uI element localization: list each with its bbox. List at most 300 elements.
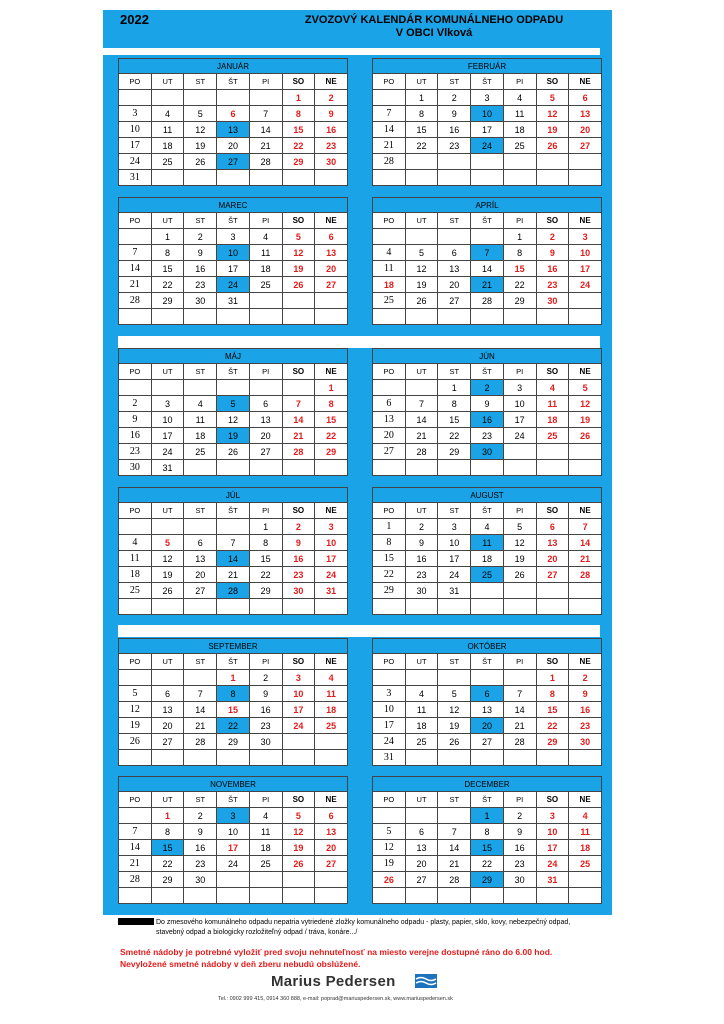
- weekday-header: PI: [249, 654, 282, 670]
- day-cell: 19: [282, 840, 315, 856]
- week-row: [119, 170, 348, 186]
- weekday-header: PO: [119, 74, 152, 90]
- day-cell: 12: [373, 840, 406, 856]
- day-cell: 9: [184, 824, 217, 840]
- day-cell: [471, 583, 504, 599]
- day-cell: 28: [119, 293, 152, 309]
- week-row: [373, 686, 602, 702]
- week-row: [373, 106, 602, 122]
- weekday-header: ST: [438, 792, 471, 808]
- day-cell: 3: [315, 519, 348, 535]
- collection-day-cell: 22: [217, 718, 250, 734]
- week-row: [373, 670, 602, 686]
- day-cell: [471, 154, 504, 170]
- week-row: [373, 428, 602, 444]
- week-row: [119, 686, 348, 702]
- day-cell: [405, 888, 438, 904]
- day-cell: 17: [373, 718, 406, 734]
- day-cell: [503, 599, 536, 615]
- collection-day-cell: 13: [217, 122, 250, 138]
- day-cell: [373, 309, 406, 325]
- day-cell: 2: [119, 396, 152, 412]
- day-cell: 18: [471, 551, 504, 567]
- day-cell: 11: [405, 702, 438, 718]
- day-cell: [282, 599, 315, 615]
- month-block: [118, 348, 348, 476]
- day-cell: 26: [217, 444, 250, 460]
- week-row: [373, 599, 602, 615]
- day-cell: [569, 460, 602, 476]
- week-row: [373, 750, 602, 766]
- day-cell: 8: [315, 396, 348, 412]
- day-cell: 4: [249, 808, 282, 824]
- collection-day-cell: 27: [217, 154, 250, 170]
- week-row: [119, 599, 348, 615]
- day-cell: 23: [405, 567, 438, 583]
- day-cell: 29: [438, 444, 471, 460]
- week-row: [373, 824, 602, 840]
- day-cell: 11: [119, 551, 152, 567]
- collection-day-cell: 19: [217, 428, 250, 444]
- day-cell: 2: [438, 90, 471, 106]
- weekday-header: NE: [569, 792, 602, 808]
- day-cell: [471, 888, 504, 904]
- week-row: [119, 702, 348, 718]
- week-row: [373, 872, 602, 888]
- day-cell: 6: [373, 396, 406, 412]
- day-cell: [471, 670, 504, 686]
- week-row: [119, 888, 348, 904]
- day-cell: 14: [569, 535, 602, 551]
- day-cell: [184, 750, 217, 766]
- weekday-header: NE: [315, 654, 348, 670]
- day-cell: 2: [569, 670, 602, 686]
- legend-swatch: [118, 918, 154, 925]
- day-cell: 11: [373, 261, 406, 277]
- day-cell: 12: [438, 702, 471, 718]
- weekday-header: PI: [249, 74, 282, 90]
- day-cell: 17: [217, 840, 250, 856]
- weekday-header: PO: [373, 792, 406, 808]
- day-cell: 5: [184, 106, 217, 122]
- day-cell: [373, 888, 406, 904]
- day-cell: [315, 170, 348, 186]
- week-row: [119, 670, 348, 686]
- day-cell: 13: [184, 551, 217, 567]
- day-cell: 14: [471, 261, 504, 277]
- day-cell: 27: [373, 444, 406, 460]
- day-cell: 28: [569, 567, 602, 583]
- week-row: [373, 519, 602, 535]
- day-cell: 1: [503, 229, 536, 245]
- day-cell: 21: [119, 856, 152, 872]
- collection-day-cell: 3: [217, 808, 250, 824]
- weekday-header: NE: [315, 213, 348, 229]
- month-table: [118, 58, 348, 186]
- day-cell: 19: [405, 277, 438, 293]
- spacer-bar: [118, 625, 600, 637]
- month-table: [118, 487, 348, 615]
- week-row: [373, 412, 602, 428]
- week-row: [119, 396, 348, 412]
- day-cell: 9: [438, 106, 471, 122]
- day-cell: 28: [373, 154, 406, 170]
- day-cell: 12: [405, 261, 438, 277]
- day-cell: 7: [119, 824, 152, 840]
- weekday-header: ST: [184, 364, 217, 380]
- day-cell: [249, 460, 282, 476]
- day-cell: 18: [315, 702, 348, 718]
- day-cell: 3: [536, 808, 569, 824]
- weekday-header: ŠT: [217, 792, 250, 808]
- day-cell: 29: [151, 872, 184, 888]
- day-cell: 3: [217, 229, 250, 245]
- day-cell: [249, 309, 282, 325]
- day-cell: 20: [249, 428, 282, 444]
- day-cell: 13: [151, 702, 184, 718]
- month-name: AUGUST: [373, 488, 602, 503]
- day-cell: 2: [184, 229, 217, 245]
- day-cell: 7: [569, 519, 602, 535]
- week-row: [119, 245, 348, 261]
- day-cell: [217, 872, 250, 888]
- day-cell: 11: [536, 396, 569, 412]
- day-cell: [471, 460, 504, 476]
- day-cell: 4: [249, 229, 282, 245]
- day-cell: [282, 734, 315, 750]
- day-cell: 18: [536, 412, 569, 428]
- weekday-header: UT: [151, 74, 184, 90]
- day-cell: 11: [151, 122, 184, 138]
- day-cell: [315, 888, 348, 904]
- day-cell: 15: [217, 702, 250, 718]
- day-cell: [184, 170, 217, 186]
- weekday-header: ST: [438, 503, 471, 519]
- day-cell: 28: [282, 444, 315, 460]
- day-cell: 21: [249, 138, 282, 154]
- week-row: [119, 750, 348, 766]
- week-row: [373, 380, 602, 396]
- day-cell: 2: [536, 229, 569, 245]
- day-cell: [151, 309, 184, 325]
- day-cell: 6: [315, 808, 348, 824]
- day-cell: [405, 750, 438, 766]
- day-cell: 27: [151, 734, 184, 750]
- weekday-header: UT: [405, 792, 438, 808]
- day-cell: 22: [373, 567, 406, 583]
- day-cell: 31: [438, 583, 471, 599]
- weekday-header: UT: [405, 213, 438, 229]
- collection-day-cell: 10: [471, 106, 504, 122]
- day-cell: [249, 872, 282, 888]
- month-block: [372, 348, 602, 476]
- weekday-header: ST: [184, 654, 217, 670]
- day-cell: [503, 750, 536, 766]
- day-cell: 12: [282, 824, 315, 840]
- day-cell: 17: [151, 428, 184, 444]
- day-cell: 27: [569, 138, 602, 154]
- weekday-header: NE: [315, 364, 348, 380]
- day-cell: 8: [536, 686, 569, 702]
- week-row: [119, 808, 348, 824]
- day-cell: 16: [249, 702, 282, 718]
- day-cell: 13: [315, 245, 348, 261]
- day-cell: 5: [373, 824, 406, 840]
- week-row: [373, 535, 602, 551]
- day-cell: 5: [151, 535, 184, 551]
- weekday-header: PI: [503, 213, 536, 229]
- week-row: [119, 154, 348, 170]
- day-cell: 3: [373, 686, 406, 702]
- day-cell: [405, 808, 438, 824]
- day-cell: 10: [438, 535, 471, 551]
- weekday-header: ST: [438, 654, 471, 670]
- day-cell: [184, 599, 217, 615]
- collection-day-cell: 10: [217, 245, 250, 261]
- collection-day-cell: 8: [217, 686, 250, 702]
- day-cell: [373, 670, 406, 686]
- day-cell: 2: [249, 670, 282, 686]
- weekday-header: NE: [569, 654, 602, 670]
- weekday-header: PO: [373, 364, 406, 380]
- week-row: [119, 106, 348, 122]
- month-name: APRÍL: [373, 198, 602, 213]
- day-cell: 31: [119, 170, 152, 186]
- day-cell: 15: [249, 551, 282, 567]
- month-table: [372, 638, 602, 766]
- day-cell: 27: [405, 872, 438, 888]
- day-cell: [119, 380, 152, 396]
- week-row: [119, 293, 348, 309]
- day-cell: 21: [217, 567, 250, 583]
- day-cell: 28: [249, 154, 282, 170]
- day-cell: 14: [282, 412, 315, 428]
- day-cell: 28: [503, 734, 536, 750]
- day-cell: [217, 90, 250, 106]
- week-row: [373, 154, 602, 170]
- day-cell: 6: [536, 519, 569, 535]
- day-cell: 18: [569, 840, 602, 856]
- day-cell: 26: [438, 734, 471, 750]
- weekday-header: PI: [503, 654, 536, 670]
- title-line-2: V OBCI Vlková: [395, 27, 473, 39]
- day-cell: 13: [438, 261, 471, 277]
- week-row: [373, 277, 602, 293]
- day-cell: [217, 750, 250, 766]
- month-table: [118, 348, 348, 476]
- day-cell: [438, 670, 471, 686]
- collection-day-cell: 1: [471, 808, 504, 824]
- day-cell: [373, 599, 406, 615]
- month-table: [372, 487, 602, 615]
- day-cell: [315, 460, 348, 476]
- week-row: [119, 412, 348, 428]
- day-cell: 26: [405, 293, 438, 309]
- title-line-1: ZVOZOVÝ KALENDÁR KOMUNÁLNEHO ODPADU: [304, 14, 564, 26]
- day-cell: 17: [503, 412, 536, 428]
- day-cell: 2: [184, 808, 217, 824]
- day-cell: [249, 380, 282, 396]
- day-cell: 18: [405, 718, 438, 734]
- day-cell: 6: [249, 396, 282, 412]
- day-cell: [315, 750, 348, 766]
- day-cell: 6: [438, 245, 471, 261]
- company-name: Marius Pedersen: [271, 973, 396, 990]
- day-cell: 1: [405, 90, 438, 106]
- day-cell: [119, 309, 152, 325]
- month-name: FEBRUÁR: [373, 59, 602, 74]
- day-cell: [405, 599, 438, 615]
- day-cell: 15: [151, 261, 184, 277]
- day-cell: [151, 599, 184, 615]
- week-row: [373, 396, 602, 412]
- day-cell: [438, 309, 471, 325]
- week-row: [119, 551, 348, 567]
- day-cell: [373, 90, 406, 106]
- day-cell: 25: [151, 154, 184, 170]
- day-cell: 23: [184, 277, 217, 293]
- notice: [120, 946, 600, 970]
- day-cell: [471, 229, 504, 245]
- day-cell: [503, 583, 536, 599]
- day-cell: 19: [569, 412, 602, 428]
- day-cell: 15: [373, 551, 406, 567]
- day-cell: [536, 460, 569, 476]
- week-row: [119, 444, 348, 460]
- day-cell: 4: [471, 519, 504, 535]
- day-cell: [471, 599, 504, 615]
- day-cell: [184, 888, 217, 904]
- month-table: [372, 776, 602, 904]
- day-cell: [438, 750, 471, 766]
- day-cell: 23: [438, 138, 471, 154]
- day-cell: 20: [405, 856, 438, 872]
- day-cell: 15: [438, 412, 471, 428]
- day-cell: 14: [503, 702, 536, 718]
- weekday-header: ŠT: [217, 74, 250, 90]
- day-cell: [569, 888, 602, 904]
- day-cell: [503, 460, 536, 476]
- day-cell: 21: [119, 277, 152, 293]
- day-cell: 7: [217, 535, 250, 551]
- notice-line-2: Nevyložené smetné nádoby v deň zberu nebudú obslúžené.: [120, 959, 361, 969]
- weekday-header: SO: [536, 792, 569, 808]
- day-cell: 5: [438, 686, 471, 702]
- day-cell: 24: [503, 428, 536, 444]
- day-cell: 1: [151, 808, 184, 824]
- collection-day-cell: 2: [471, 380, 504, 396]
- day-cell: [536, 750, 569, 766]
- day-cell: [405, 460, 438, 476]
- week-row: [373, 229, 602, 245]
- weekday-header: PI: [503, 792, 536, 808]
- contact-info: Tel.: 0902 999 415, 0914 360 888, e-mail: poprad@mariuspedersen.sk, www.mariuspedersen.sk: [218, 996, 453, 1002]
- day-cell: 4: [405, 686, 438, 702]
- day-cell: 1: [282, 90, 315, 106]
- day-cell: 14: [438, 840, 471, 856]
- day-cell: 27: [184, 583, 217, 599]
- day-cell: [119, 229, 152, 245]
- day-cell: 26: [184, 154, 217, 170]
- collection-day-cell: 16: [471, 412, 504, 428]
- day-cell: 18: [184, 428, 217, 444]
- day-cell: 12: [184, 122, 217, 138]
- month-name: JANUÁR: [119, 59, 348, 74]
- day-cell: 1: [151, 229, 184, 245]
- day-cell: [119, 670, 152, 686]
- collection-day-cell: 29: [471, 872, 504, 888]
- day-cell: 8: [282, 106, 315, 122]
- day-cell: [184, 90, 217, 106]
- day-cell: 23: [315, 138, 348, 154]
- day-cell: 31: [151, 460, 184, 476]
- weekday-header: UT: [405, 503, 438, 519]
- day-cell: 9: [405, 535, 438, 551]
- week-row: [373, 122, 602, 138]
- day-cell: 21: [405, 428, 438, 444]
- weekday-header: ST: [184, 792, 217, 808]
- day-cell: [438, 888, 471, 904]
- day-cell: 10: [315, 535, 348, 551]
- month-block: [118, 487, 348, 615]
- weekday-header: ŠT: [217, 213, 250, 229]
- day-cell: 2: [315, 90, 348, 106]
- week-row: [373, 309, 602, 325]
- day-cell: [217, 519, 250, 535]
- day-cell: 16: [184, 261, 217, 277]
- notice-line-1: Smetné nádoby je potrebné vyložiť pred svoju nehnuteľnosť na miesto verejne dostupné ráno do 6.00 hod.: [120, 947, 553, 957]
- day-cell: 22: [503, 277, 536, 293]
- day-cell: [184, 519, 217, 535]
- day-cell: 29: [373, 583, 406, 599]
- day-cell: 6: [184, 535, 217, 551]
- day-cell: 6: [217, 106, 250, 122]
- day-cell: [282, 380, 315, 396]
- weekday-header: PO: [373, 74, 406, 90]
- day-cell: 19: [119, 718, 152, 734]
- weekday-header: UT: [151, 213, 184, 229]
- day-cell: 21: [282, 428, 315, 444]
- day-cell: 24: [569, 277, 602, 293]
- week-row: [373, 138, 602, 154]
- day-cell: 24: [217, 856, 250, 872]
- day-cell: 9: [503, 824, 536, 840]
- day-cell: 25: [315, 718, 348, 734]
- day-cell: [438, 808, 471, 824]
- day-cell: 7: [405, 396, 438, 412]
- day-cell: [373, 808, 406, 824]
- day-cell: 21: [503, 718, 536, 734]
- day-cell: 5: [569, 380, 602, 396]
- day-cell: 30: [282, 583, 315, 599]
- day-cell: 30: [503, 872, 536, 888]
- month-block: [118, 776, 348, 904]
- weekday-header: PO: [373, 213, 406, 229]
- day-cell: 12: [119, 702, 152, 718]
- day-cell: 20: [315, 261, 348, 277]
- day-cell: 22: [282, 138, 315, 154]
- day-cell: 4: [119, 535, 152, 551]
- legend-text: Do zmesového komunálneho odpadu nepatria vytriedené zložky komunálneho odpadu - plasty, papier, sklo, kovy, nebezpečný odpad, stavebný odpad a biologicky rozložiteľný odpad / tráva, konáre.../: [156, 919, 571, 936]
- day-cell: [438, 154, 471, 170]
- day-cell: [373, 380, 406, 396]
- week-row: [373, 567, 602, 583]
- day-cell: 27: [249, 444, 282, 460]
- day-cell: 27: [438, 293, 471, 309]
- day-cell: 20: [151, 718, 184, 734]
- month-name: JÚN: [373, 349, 602, 364]
- day-cell: 4: [373, 245, 406, 261]
